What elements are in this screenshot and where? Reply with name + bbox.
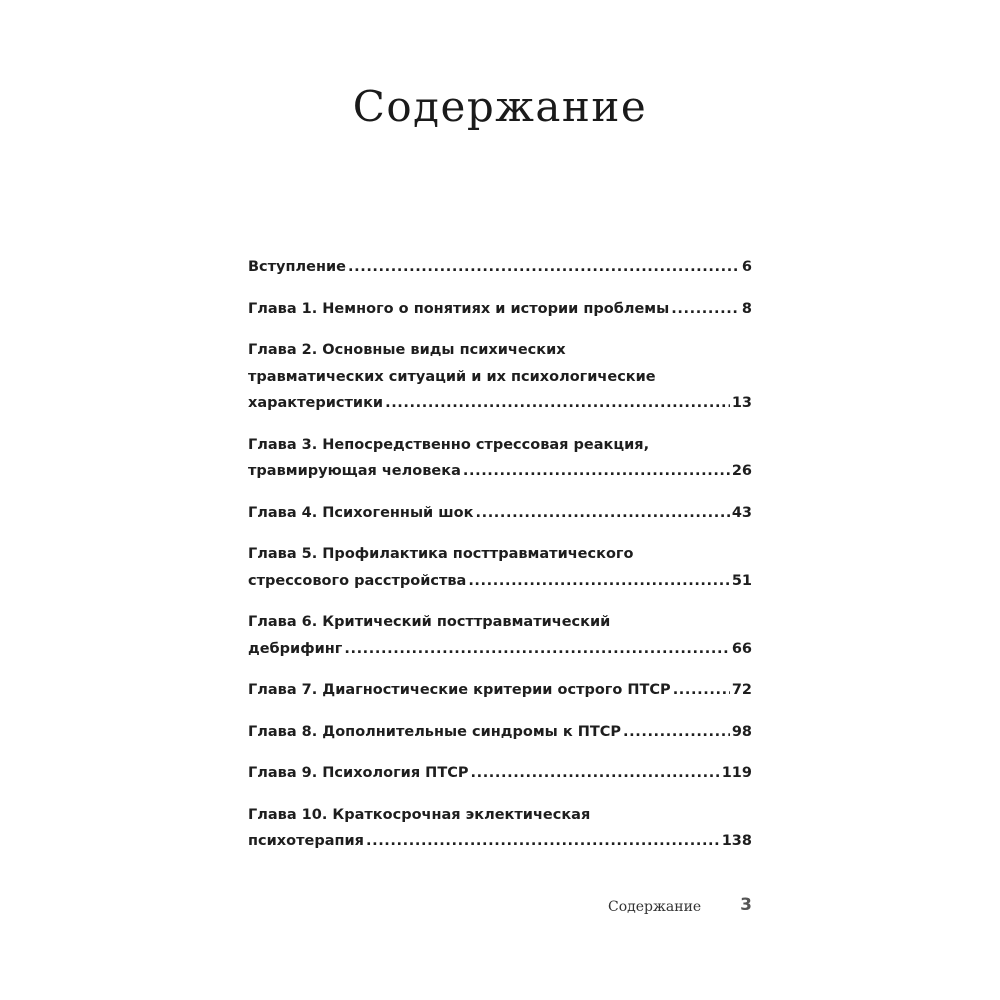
page-title: Содержание: [352, 82, 648, 131]
page-footer: [600, 895, 760, 925]
dot-leader: [475, 500, 729, 527]
toc-entry-line: [248, 828, 752, 855]
toc-entry-chapter-5[interactable]: [248, 541, 752, 594]
toc-entry-line: [248, 677, 752, 704]
toc-entry-line: [248, 568, 752, 595]
toc-page-number: 8: [741, 300, 752, 317]
toc-entry-chapter-3[interactable]: [248, 432, 752, 485]
toc-entry-chapter-7[interactable]: [248, 677, 752, 704]
toc-entry-line: [248, 254, 752, 281]
dot-leader: [470, 760, 719, 787]
toc-entry-title: Глава 9. Психология ПТСР: [248, 765, 469, 781]
dot-leader: [366, 828, 720, 855]
table-of-contents: [248, 254, 752, 870]
toc-page-number: 51: [731, 572, 752, 589]
toc-entry-chapter-10[interactable]: [248, 802, 752, 855]
dot-leader: [623, 719, 730, 746]
toc-entry-line: [248, 760, 752, 787]
dot-leader: [673, 677, 730, 704]
toc-entry-title: стрессового расстройства: [248, 572, 467, 589]
dot-leader: [385, 390, 730, 417]
toc-entry-chapter-1[interactable]: [248, 296, 752, 323]
dot-leader: [348, 254, 740, 281]
toc-page-number: 26: [731, 463, 752, 479]
toc-entry-introduction[interactable]: [248, 254, 752, 281]
toc-page-number: 98: [731, 723, 752, 740]
toc-entry-title: травмирующая человека: [248, 463, 461, 479]
toc-page-number: 13: [731, 395, 752, 411]
dot-leader: [671, 296, 740, 323]
toc-entry-title: Глава 8. Дополнительные синдромы к ПТСР: [248, 723, 622, 740]
toc-entry-title-line: Глава 2. Основные виды психических: [248, 342, 566, 358]
toc-entry-title: Глава 4. Психогенный шок: [248, 504, 474, 521]
toc-entry-line: [248, 458, 752, 485]
toc-entry-line: [248, 636, 752, 663]
toc-entry-chapter-4[interactable]: [248, 500, 752, 527]
toc-entry-title: дебрифинг: [248, 640, 343, 657]
toc-page-number: 119: [721, 765, 752, 781]
dot-leader: [344, 636, 729, 663]
toc-entry-chapter-2[interactable]: [248, 337, 752, 417]
toc-entry-title-line: Глава 10. Краткосрочная эклектическая: [248, 806, 591, 823]
page-number: 3: [740, 895, 752, 915]
running-title: Содержание: [608, 899, 702, 915]
toc-page-number: 6: [741, 259, 752, 275]
toc-entry-title: Вступление: [248, 259, 346, 275]
toc-page-number: 43: [731, 504, 752, 521]
toc-entry-title: Глава 7. Диагностические критерии острого ПТСР: [248, 682, 671, 698]
toc-page-number: 138: [721, 833, 752, 849]
toc-page-number: 72: [731, 682, 752, 698]
toc-entry-chapter-9[interactable]: [248, 760, 752, 787]
toc-entry-line: [248, 500, 752, 527]
toc-entry-title: психотерапия: [248, 833, 364, 849]
toc-entry-title-line: травматических ситуаций и их психологические: [248, 368, 656, 385]
toc-entry-title: характеристики: [248, 395, 384, 411]
toc-entry-line: [248, 390, 752, 417]
dot-leader: [468, 568, 730, 595]
toc-entry-line: [248, 296, 752, 323]
toc-entry-chapter-8[interactable]: [248, 719, 752, 746]
toc-entry-title-line: Глава 6. Критический посттравматический: [248, 614, 611, 630]
toc-entry-line: [248, 719, 752, 746]
dot-leader: [463, 458, 730, 485]
toc-entry-title-line: Глава 5. Профилактика посттравматического: [248, 546, 634, 562]
toc-entry-title-line: Глава 3. Непосредственно стрессовая реакция,: [248, 436, 650, 453]
toc-entry-title: Глава 1. Немного о понятиях и истории проблемы: [248, 300, 670, 317]
toc-entry-chapter-6[interactable]: [248, 609, 752, 662]
toc-page-number: 66: [731, 640, 752, 657]
